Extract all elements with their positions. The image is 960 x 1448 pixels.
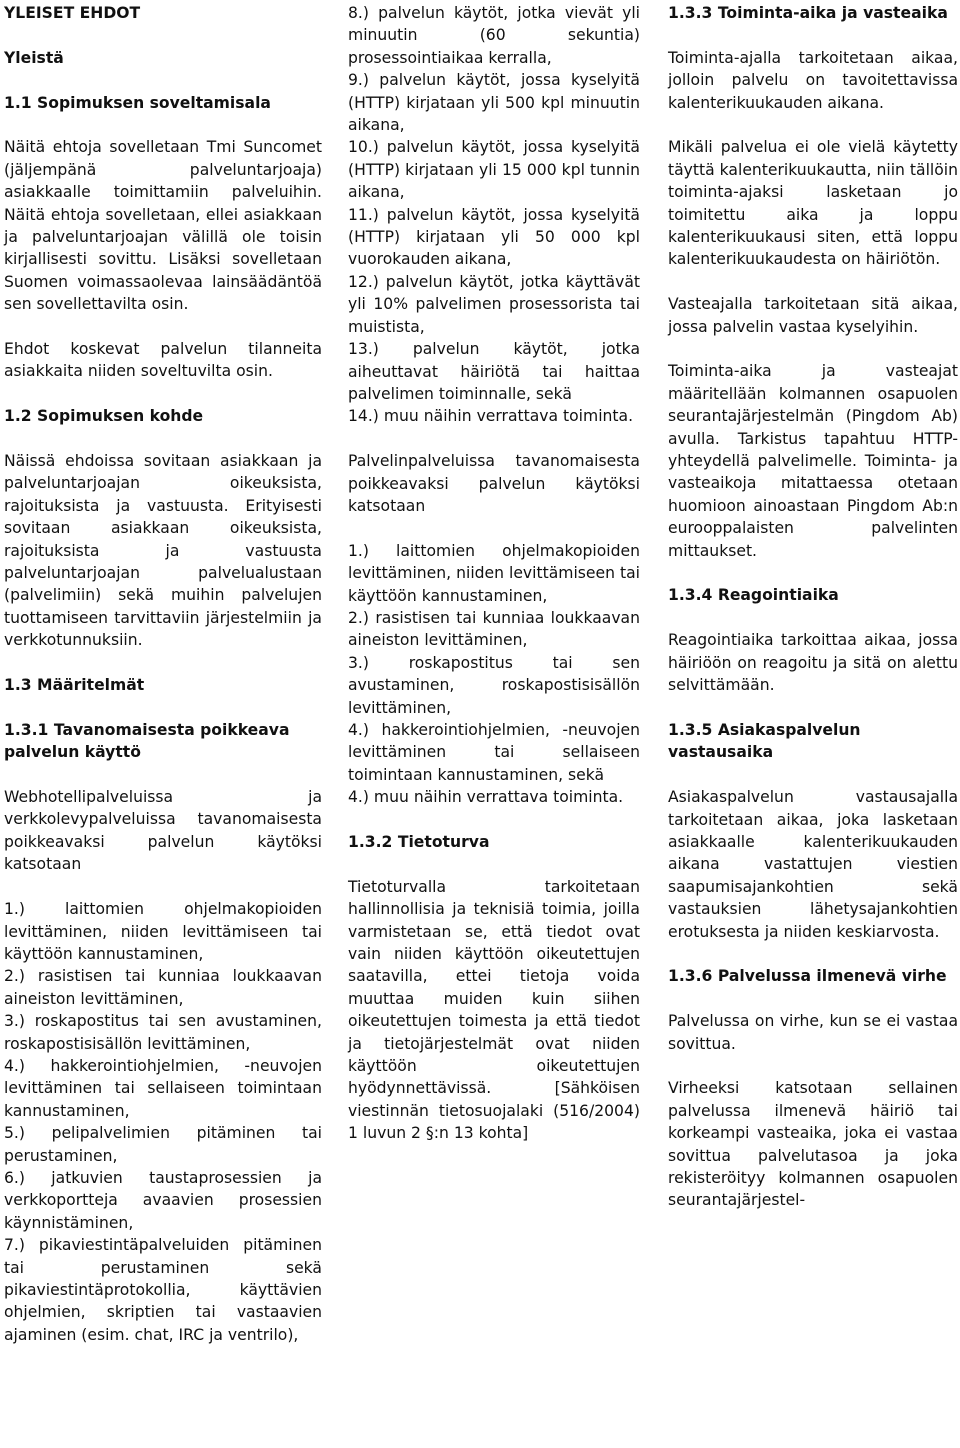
paragraph-error-detail: Virheeksi katsotaan sellainen palvelussa ilmenevä häiriö tai korkeampi vasteaika, joka ei vastaa sovittua palvelutasoa ja joka rekisteröityy kolmannen osapuolen seurantajärjestel- (668, 1079, 958, 1210)
list-item: 3.) roskapostitus tai sen avustaminen, roskapostisisällön levittäminen, (4, 1012, 322, 1053)
list-item: 14.) muu näihin verrattava toiminta. (348, 407, 634, 426)
document-title: YLEISET EHDOT (4, 4, 141, 22)
list-item: 1.) laittomien ohjelmakopioiden levittäminen, niiden levittämiseen tai käyttöön kannustaminen, (4, 900, 322, 963)
section-heading-1-3-3: 1.3.3 Toiminta-aika ja vasteaika (668, 4, 948, 22)
paragraph-monitoring: Toiminta-aika ja vasteajat määritellään kolmannen osapuolen seurantajärjestelmän (Pingdom Ab) avulla. Tarkistus tapahtuu HTTP-yhteydellä palvelimelle. Toiminta- ja vasteaikoja mitattaessa otetaan huomioon ainoastaan Pingdom Ab:n eurooppalaisten palvelinten mittaukset. (668, 362, 958, 560)
section-heading-1-3-4: 1.3.4 Reagointiaika (668, 586, 839, 605)
column-middle (348, 2, 640, 1167)
paragraph-scope: Näitä ehtoja sovelletaan Tmi Suncomet (jäljempänä palveluntarjoaja) asiakkaalle toimittamiin palveluihin. Näitä ehtoja sovelletaan, ellei asiakkaan ja palveluntarjoajan välillä ole toisin kirjallisesti sovittu. Lisäksi sovelletaan Suomen voimassaolevaa lainsäädäntöä sen sovellettavilta osin. (4, 138, 322, 314)
column-right (668, 2, 958, 1234)
list-item: 7.) pikaviestintäpalveluiden pitäminen tai perustaminen sekä pikaviestintäprotokollia, käyttävien ohjelmien, skriptien tai vastaavien ajaminen (esim. chat, IRC ja ventrilo), (4, 1236, 322, 1344)
section-heading-1-1: 1.1 Sopimuksen soveltamisala (4, 93, 271, 112)
list-item: 9.) palvelun käytöt, jossa kyselyitä (HTTP) kirjataan yli 500 kpl minuutin aikana, (348, 71, 640, 135)
column-left (4, 2, 322, 1346)
list-item: 4.) muu näihin verrattava toiminta. (348, 788, 624, 807)
paragraph-webhotel-intro: Webhotellipalveluissa ja verkkolevypalveluissa tavanomaisesta poikkeavaksi palvelun käytöksi katsotaan (4, 788, 322, 874)
list-item: 8.) palvelun käytöt, jotka vievät yli minuutin (60 sekuntia) prosessointiaikaa kerralla, (348, 4, 640, 67)
section-heading-1-3: 1.3 Määritelmät (4, 676, 145, 695)
paragraph-security: Tietoturvalla tarkoitetaan hallinnollisia ja teknisiä toimia, joilla varmistetaan se, että tiedot ovat vain niiden käyttöön oikeutettujen saatavilla, ettei tietoja voida muuttaa muiden kuin siihen oikeutettujen toimesta ja että tiedot ja tietojärjestelmät ovat niiden käyttöön oikeutettujen hyödynnettävissä. [Sähköisen viestinnän tietosuojalaki (516/2004) 1 luvun 2 §:n 13 kohta] (348, 877, 640, 1143)
list-item: 11.) palvelun käytöt, jossa kyselyitä (HTTP) kirjataan yli 50 000 kpl vuorokauden aikana, (348, 205, 640, 269)
section-heading-1-3-6: 1.3.6 Palvelussa ilmenevä virhe (668, 967, 947, 986)
list-item: 12.) palvelun käytöt, jotka käyttävät yli 10% palvelimen prosessorista tai muistista, (348, 272, 640, 336)
paragraph-error-def: Palvelussa on virhe, kun se ei vastaa sovittua. (668, 1012, 958, 1053)
paragraph-reaction: Reagointiaika tarkoittaa aikaa, jossa häiriöön on reagoitu ja sitä on alettu selvittämään. (668, 631, 958, 695)
section-heading-1-2: 1.2 Sopimuksen kohde (4, 407, 204, 426)
paragraph-server-intro: Palvelinpalveluissa tavanomaisesta poikkeavaksi palvelun käytöksi katsotaan (348, 452, 640, 515)
list-item: 3.) roskapostitus tai sen avustaminen, roskapostisisällön levittäminen, (348, 653, 640, 717)
list-item: 1.) laittomien ohjelmakopioiden levittäminen, niiden levittämiseen tai käyttöön kannustaminen, (348, 541, 640, 605)
list-item: 10.) palvelun käytöt, jossa kyselyitä (HTTP) kirjataan yli 15 000 kpl tunnin aikana, (348, 138, 640, 202)
list-item: 6.) jatkuvien taustaprosessien ja verkkoportteja avaavien prosessien käynnistäminen, (4, 1168, 322, 1232)
list-item: 4.) hakkerointiohjelmien, -neuvojen levittäminen tai sellaiseen toimintaan kannustaminen, sekä (348, 720, 640, 784)
section-heading-1-3-5: 1.3.5 Asiakaspalvelun vastausaika (668, 720, 861, 762)
paragraph-uptime: Toiminta-ajalla tarkoitetaan aikaa, jolloin palvelu on tavoitettavissa kalenterikuukauden aikana. (668, 48, 958, 112)
list-item: 4.) hakkerointiohjelmien, -neuvojen levittäminen tai sellaiseen toimintaan kannustaminen, (4, 1056, 322, 1120)
paragraph-support-response: Asiakaspalvelun vastausajalla tarkoitetaan aikaa, joka lasketaan asiakkaalle kalenterikuukauden aikana vastattujen viestien saapumisajankohtien sekä vastauksien lähetysajankohtien erotuksesta ja niiden keskiarvosta. (668, 788, 958, 941)
list-item: 13.) palvelun käytöt, jotka aiheuttavat häiriötä tai haittaa palvelimen toiminnalle, sekä (348, 340, 640, 403)
list-item: 2.) rasistisen tai kunniaa loukkaavan aineiston levittäminen, (4, 967, 322, 1008)
paragraph-uptime-partial: Mikäli palvelua ei ole vielä käytetty täyttä kalenterikuukautta, niin tällöin toiminta-ajaksi lasketaan jo toimitettu aika ja loppu kalenterikuukausi siten, että loppu kalenterikuukaudesta on häiriötön. (668, 138, 958, 269)
list-item: 5.) pelipalvelimien pitäminen tai perustaminen, (4, 1124, 322, 1165)
paragraph-subject: Näissä ehdoissa sovitaan asiakkaan ja palveluntarjoajan oikeuksista, rajoituksista ja vastuusta. Erityisesti sovitaan asiakkaan oikeuksista, rajoituksista ja vastuusta palveluntarjoajan palvelualustaan (palvelimiin) sekä muihin palvelujen tuottamiseen tarvittaviin järjestelmiin ja verkkotunnuksiin. (4, 452, 322, 650)
paragraph-response-time: Vasteajalla tarkoitetaan sitä aikaa, jossa palvelin vastaa kyselyihin. (668, 295, 958, 336)
section-heading-1-3-1: 1.3.1 Tavanomaisesta poikkeava palvelun käyttö (4, 720, 290, 762)
section-heading-general: Yleistä (4, 48, 64, 67)
list-item: 2.) rasistisen tai kunniaa loukkaavan aineiston levittäminen, (348, 608, 640, 650)
section-heading-1-3-2: 1.3.2 Tietoturva (348, 832, 490, 851)
paragraph-scope-customers: Ehdot koskevat palvelun tilanneita asiakkaita niiden soveltuvilta osin. (4, 340, 322, 381)
